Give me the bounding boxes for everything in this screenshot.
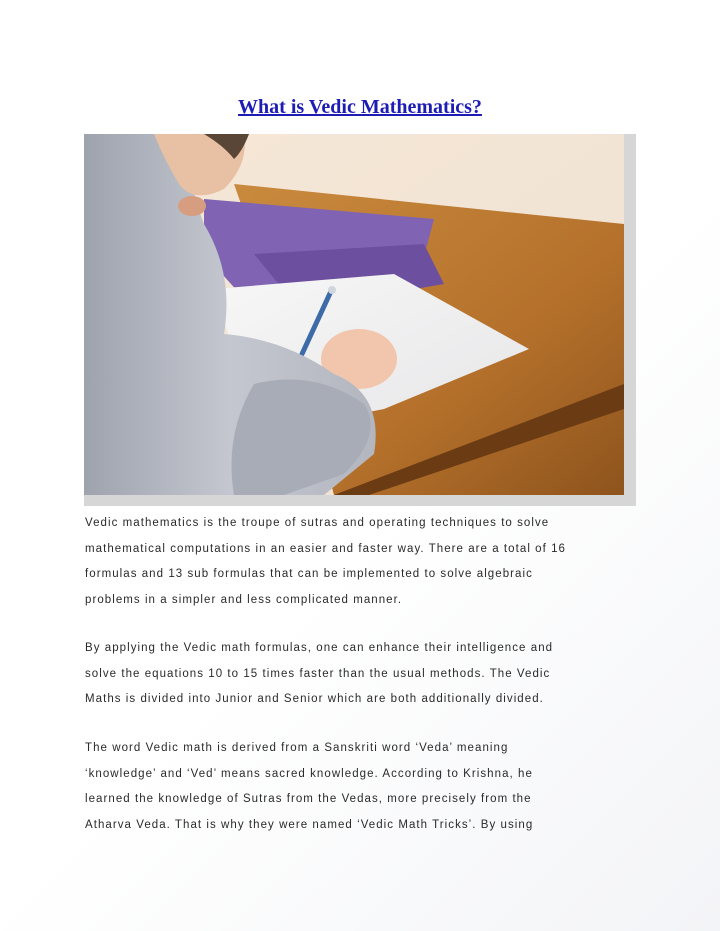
text-line: Atharva Veda. That is why they were named ‘Vedic Math Tricks’. By using bbox=[85, 818, 534, 831]
text-line: By applying the Vedic math formulas, one can enhance their intelligence and bbox=[85, 642, 554, 654]
text-line: learned the knowledge of Sutras from the Vedas, more precisely from the bbox=[85, 793, 532, 805]
paragraph-3 bbox=[85, 736, 645, 838]
text-line: formulas and 13 sub formulas that can be implemented to solve algebraic bbox=[85, 568, 533, 580]
paragraph-2 bbox=[85, 636, 645, 713]
text-line: solve the equations 10 to 15 times faster than the usual methods. The Vedic bbox=[85, 667, 551, 680]
text-line: Maths is divided into Junior and Senior which are both additionally divided. bbox=[85, 693, 544, 705]
text-line: The word Vedic math is derived from a Sanskriti word ‘Veda’ meaning bbox=[85, 742, 509, 754]
text-line: mathematical computations in an easier and faster way. There are a total of 16 bbox=[85, 542, 566, 555]
student-writing-photo bbox=[84, 134, 624, 495]
photo-frame bbox=[84, 134, 636, 506]
text-line: Vedic mathematics is the troupe of sutras and operating techniques to solve bbox=[85, 517, 550, 529]
page-title: What is Vedic Mathematics? bbox=[238, 96, 482, 118]
paragraph-1 bbox=[85, 511, 645, 613]
text-line: problems in a simpler and less complicated manner. bbox=[85, 593, 403, 606]
text-line: ‘knowledge’ and ‘Ved’ means sacred knowledge. According to Krishna, he bbox=[85, 767, 533, 780]
